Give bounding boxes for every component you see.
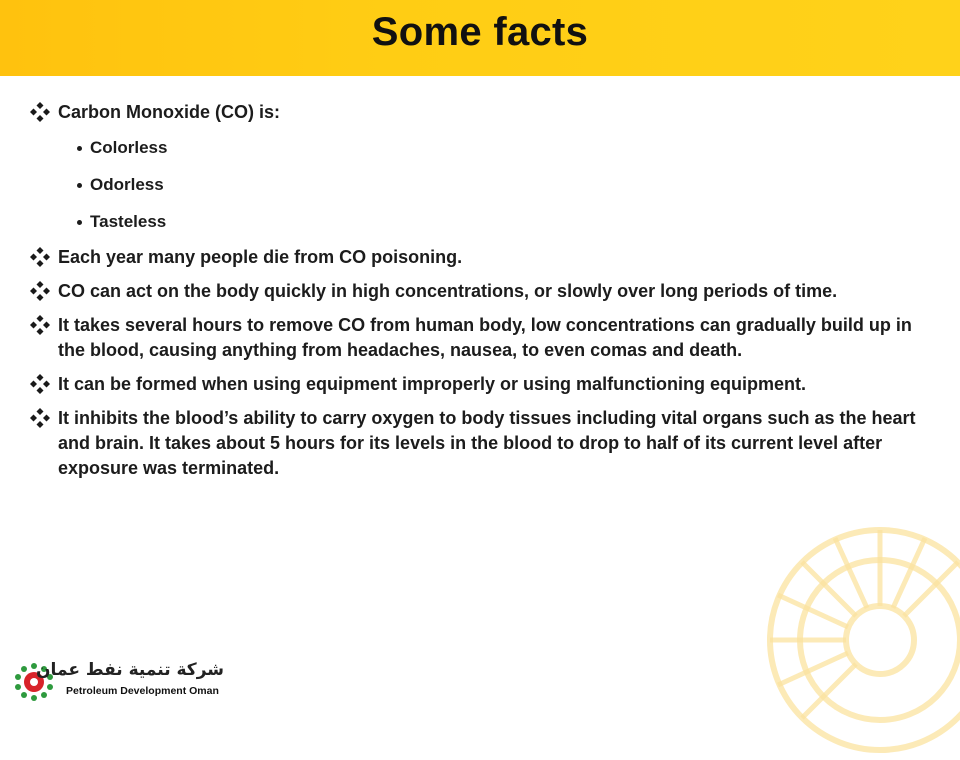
- bullet-formation: [30, 372, 940, 397]
- sub-bullet-colorless: [30, 137, 940, 159]
- bullet-removal-time: [30, 313, 940, 363]
- bullet-text: CO can act on the body quickly in high concentrations, or slowly over long periods of time.: [58, 281, 838, 301]
- bullet-text: It can be formed when using equipment improperly or using malfunctioning equipment.: [58, 374, 807, 394]
- diamond-bullet-icon: [30, 281, 50, 301]
- bullet-text: It inhibits the blood’s ability to carry oxygen to body tissues including vital organs such as the heart and brain. It takes about 5 hours for its levels in the blood to drop to half of its current level after exposure was terminated.: [58, 408, 916, 478]
- bullet-text: Carbon Monoxide (CO) is:: [58, 102, 280, 122]
- diamond-bullet-icon: [30, 247, 50, 267]
- decorative-wheel-graphic: [760, 520, 960, 760]
- bullet-act-on-body: [30, 279, 940, 304]
- company-logo: [14, 660, 224, 704]
- diamond-bullet-icon: [30, 102, 50, 122]
- diamond-bullet-icon: [30, 408, 50, 428]
- sub-bullet-odorless: [30, 174, 940, 196]
- diamond-bullet-icon: [30, 315, 50, 335]
- bullet-oxygen-inhibition: [30, 406, 940, 481]
- dot-bullet-icon: [77, 183, 82, 188]
- bullet-carbon-monoxide: [30, 100, 940, 125]
- sub-bullet-text: Colorless: [90, 138, 168, 157]
- sub-bullet-text: Odorless: [90, 175, 164, 194]
- bullet-deaths-per-year: [30, 245, 940, 270]
- slide-content: [30, 100, 940, 490]
- bullet-text: It takes several hours to remove CO from human body, low concentrations can gradually build up in the blood, causing anything from headaches, nausea, to even comas and death.: [58, 315, 912, 360]
- dot-bullet-icon: [77, 220, 82, 225]
- bullet-text: Each year many people die from CO poisoning.: [58, 247, 463, 267]
- dot-bullet-icon: [77, 146, 82, 151]
- title-bar: [0, 0, 960, 76]
- sub-bullet-tasteless: [30, 211, 940, 233]
- sub-bullet-text: Tasteless: [90, 212, 167, 231]
- slide-title: Some facts: [371, 10, 589, 54]
- diamond-bullet-icon: [30, 374, 50, 394]
- company-name-english: Petroleum Development Oman: [66, 685, 219, 697]
- company-name-arabic: شركة تنمية نفط عمان: [36, 660, 224, 680]
